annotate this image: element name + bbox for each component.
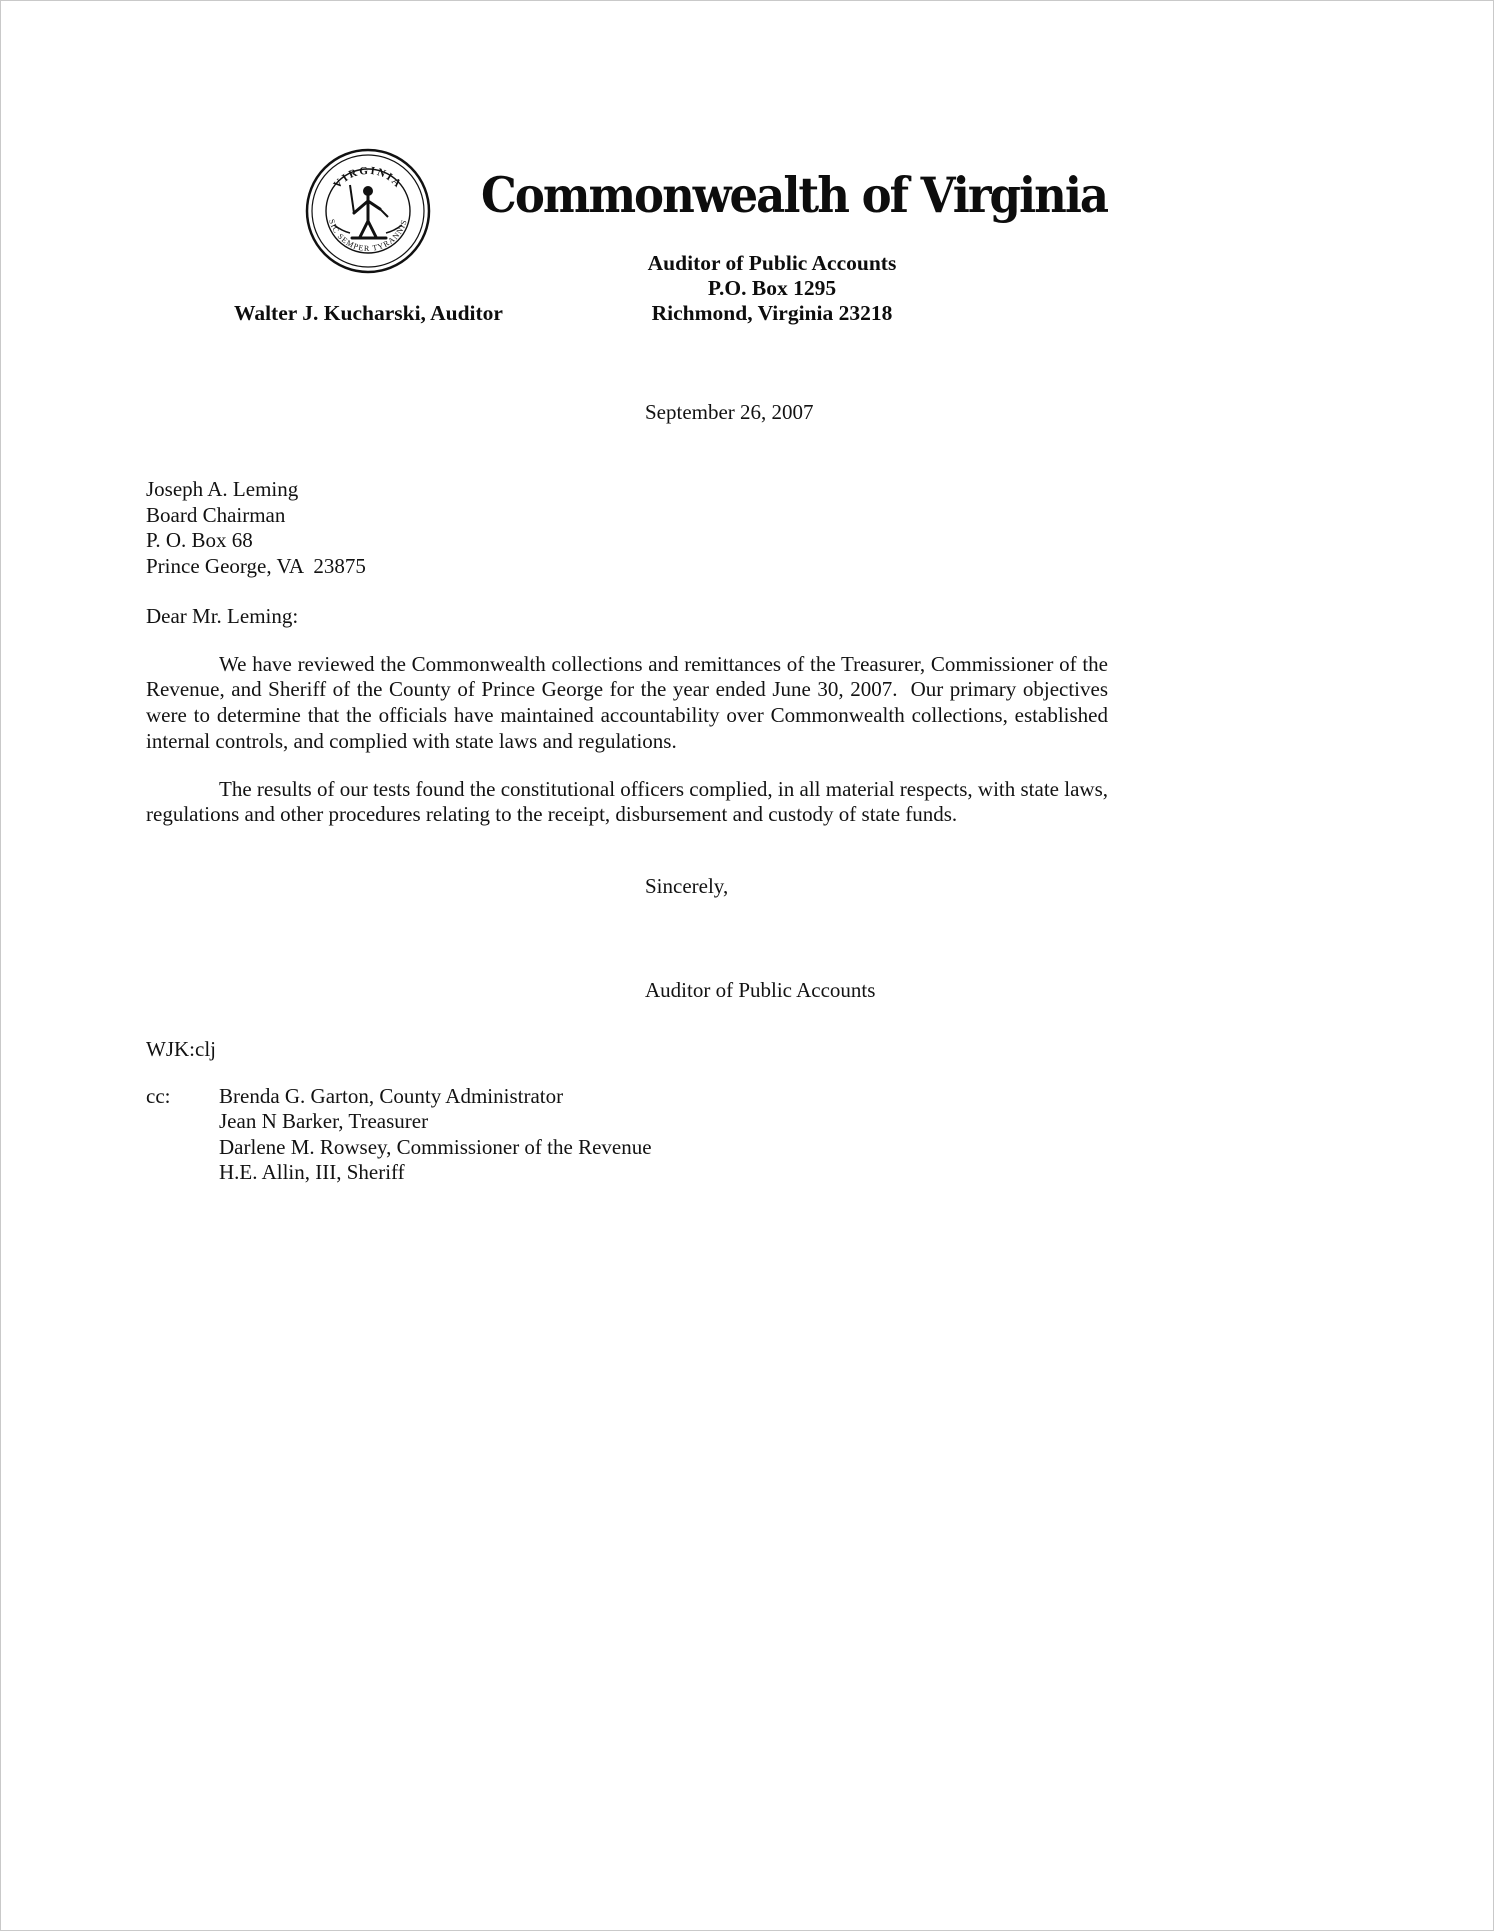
recipient-block <box>146 477 1108 579</box>
office-city-line: Richmond, Virginia 23218 <box>651 301 893 325</box>
salutation: Dear Mr. Leming: <box>146 604 299 628</box>
closing: Sincerely, <box>645 874 729 899</box>
letterhead-title: Commonwealth of Virginia <box>481 166 1108 225</box>
letterhead-office-block <box>572 251 972 326</box>
recipient-name: Joseph A. Leming <box>146 477 299 501</box>
cc-names <box>219 1084 652 1186</box>
letter-date: September 26, 2007 <box>645 400 814 424</box>
svg-text:VIRGINIA: VIRGINIA <box>331 164 405 191</box>
cc-block <box>146 1084 1108 1186</box>
paragraph-2: The results of our tests found the constitutional officers complied, in all material respects, with state laws, regulations and other procedures relating to the receipt, disbursement and custody of state funds. <box>146 776 1114 827</box>
cc-name-2: Jean N Barker, Treasurer <box>219 1109 429 1134</box>
cc-name-4: H.E. Allin, III, Sheriff <box>219 1160 405 1185</box>
auditor-name-line: Walter J. Kucharski, Auditor <box>234 301 503 325</box>
recipient-address-line1: P. O. Box 68 <box>146 528 253 552</box>
recipient-address-line2: Prince George, VA 23875 <box>146 553 366 578</box>
paragraph-1: We have reviewed the Commonwealth collections and remittances of the Treasurer, Commissioner of the Revenue, and Sheriff of the County of Prince George for the year ended June 30, 2007. Our primary objectives were to determine that the officials have maintained accountability over Commonwealth collections, established internal controls, and complied with state laws and regulations. <box>146 651 1114 753</box>
svg-text:SIC SEMPER TYRANNIS: SIC SEMPER TYRANNIS <box>327 218 409 254</box>
recipient-title: Board Chairman <box>146 502 286 527</box>
office-po-box: P.O. Box 1295 <box>707 276 837 300</box>
signature-title: Auditor of Public Accounts <box>645 977 876 1002</box>
letter-body <box>146 477 1114 1186</box>
reference-initials: WJK:clj <box>146 1037 216 1062</box>
office-name: Auditor of Public Accounts <box>647 251 897 275</box>
cc-name-1: Brenda G. Garton, County Administrator <box>219 1083 564 1108</box>
cc-name-3: Darlene M. Rowsey, Commissioner of the Revenue <box>219 1134 652 1159</box>
cc-label: cc: <box>146 1083 171 1108</box>
virginia-state-seal-icon <box>304 147 432 275</box>
